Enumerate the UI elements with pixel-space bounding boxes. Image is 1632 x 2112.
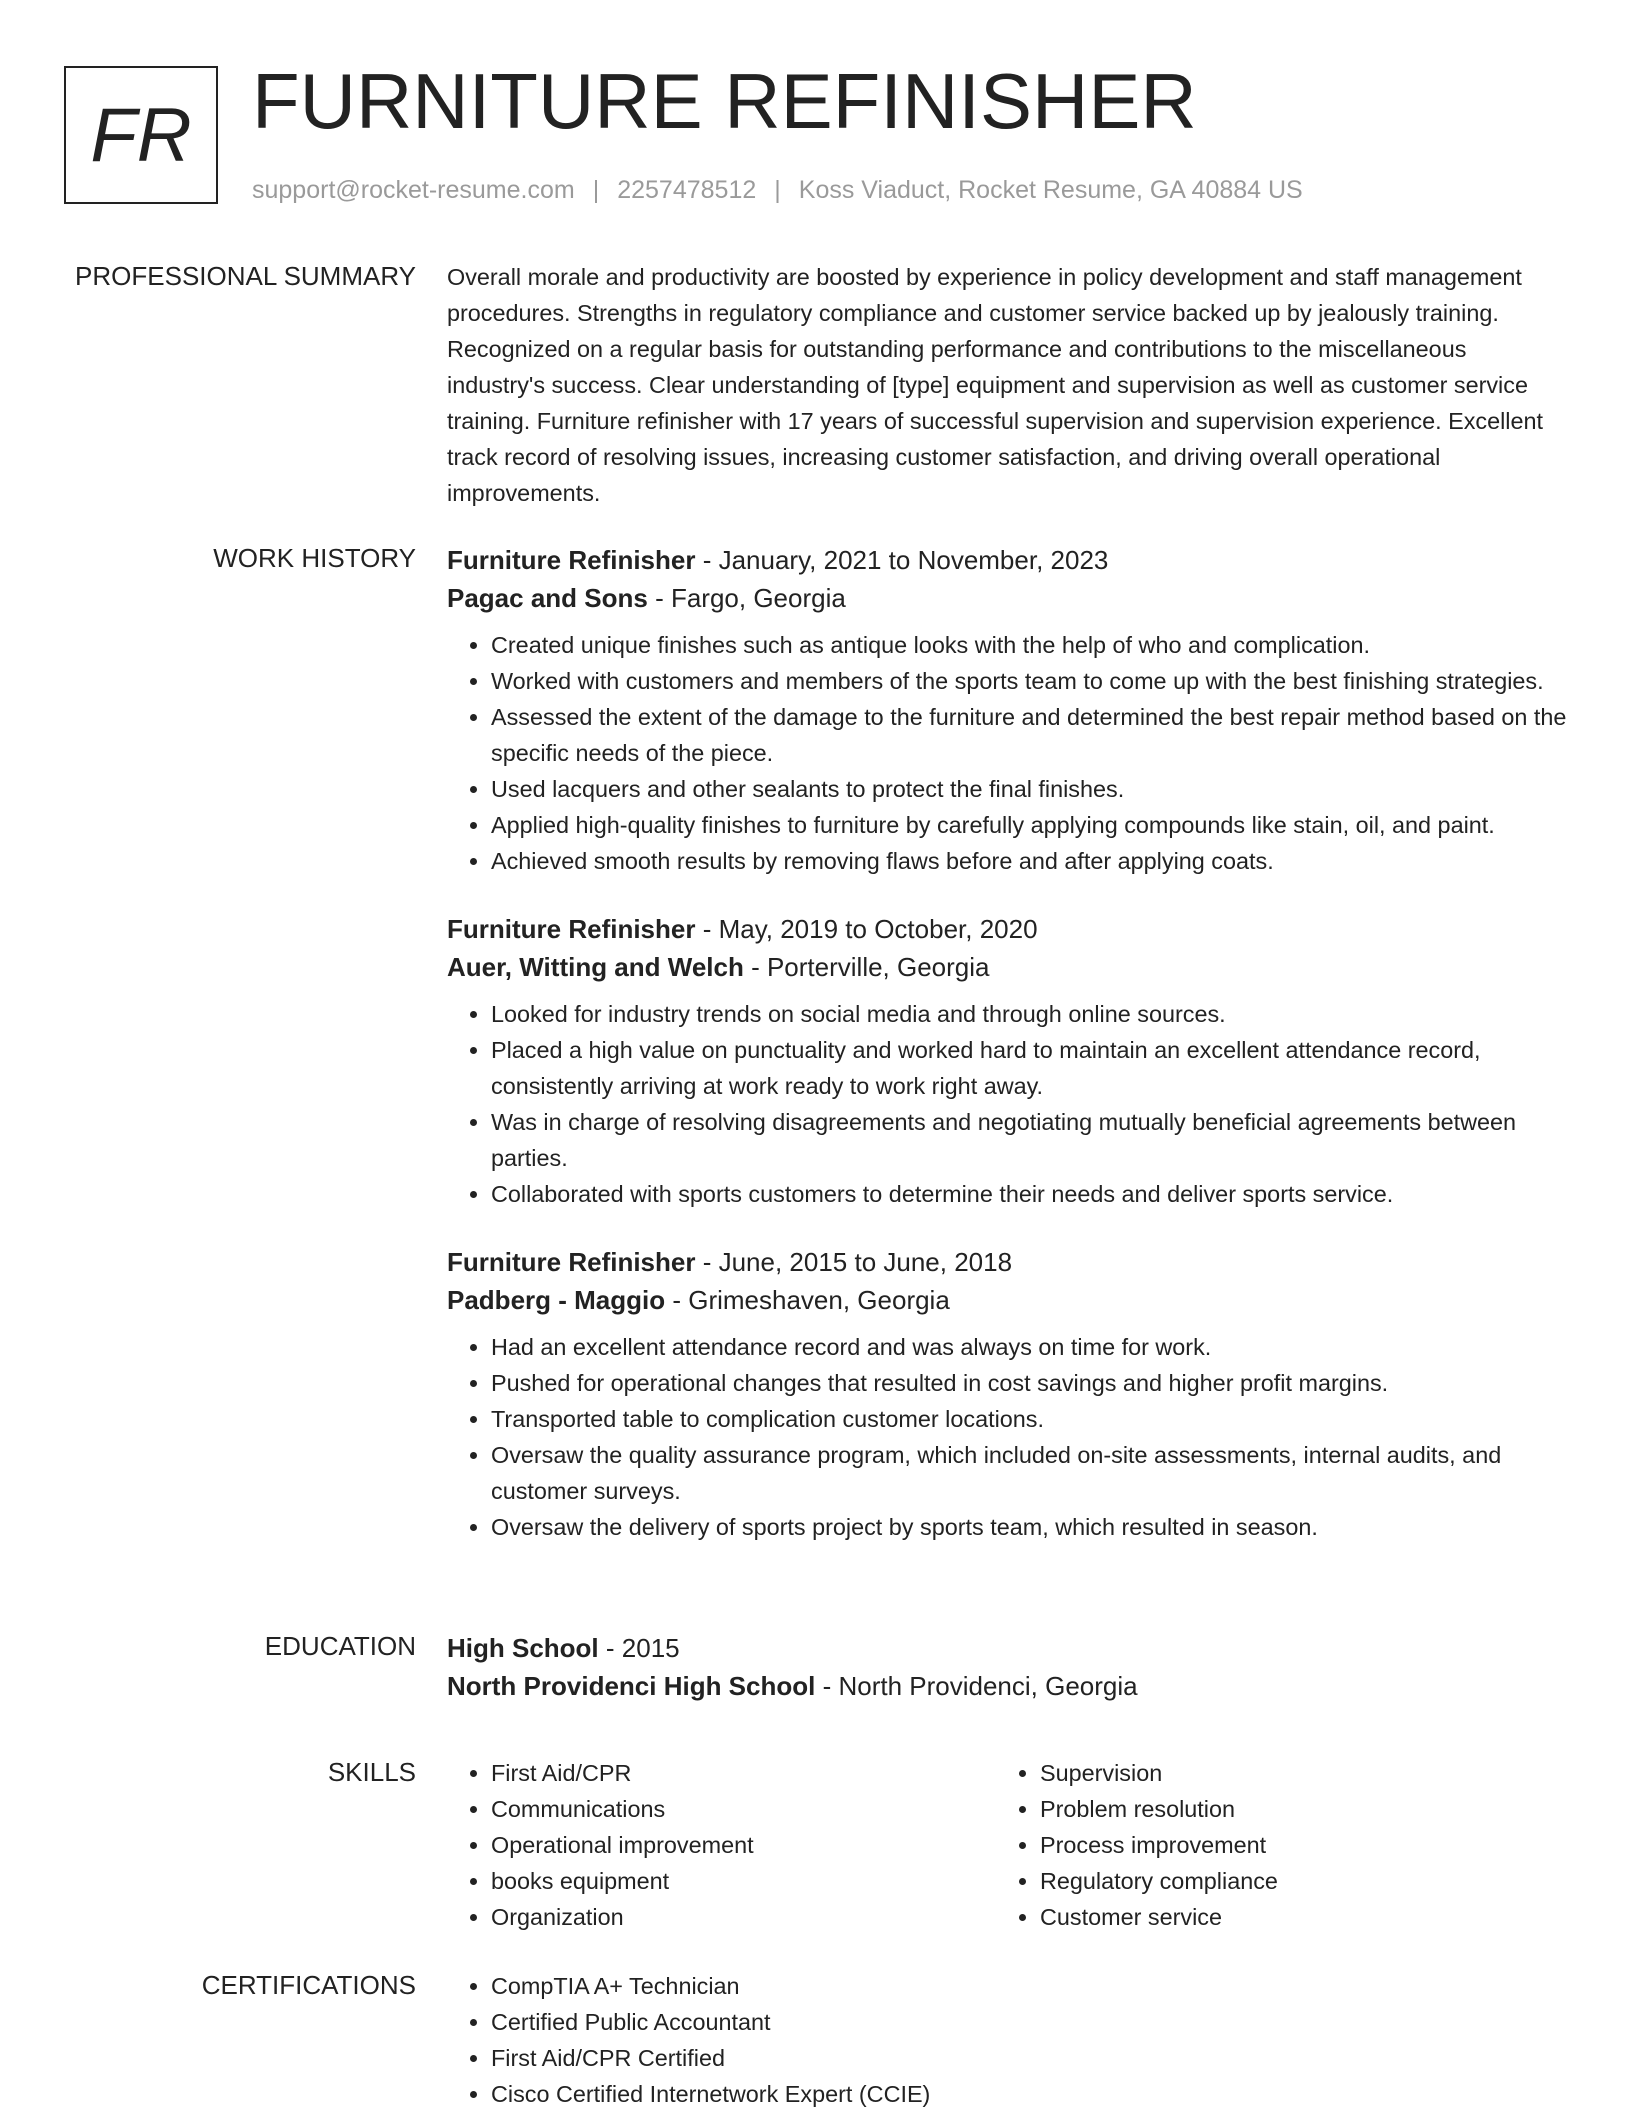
job-title-line [447, 1243, 1567, 1281]
section-title-certifications: CERTIFICATIONS [201, 1970, 416, 2000]
job-dates: - January, 2021 to November, 2023 [695, 545, 1109, 575]
contact-email[interactable]: support@rocket-resume.com [252, 176, 575, 204]
contact-line [252, 174, 1303, 206]
job-company: Auer, Witting and Welch [447, 952, 744, 982]
job-entry [447, 541, 1567, 879]
skill-item: • Operational improvement [491, 1827, 996, 1863]
certifications-list [447, 1968, 1567, 2112]
job-company-line [447, 579, 1567, 617]
job-bullet: • Pushed for operational changes that resulted in cost savings and higher profit margins. [491, 1365, 1567, 1401]
education-school-line [447, 1667, 1567, 1705]
skill-item: • Customer service [1040, 1899, 1545, 1935]
job-title-line [447, 910, 1567, 948]
job-location: - Porterville, Georgia [743, 952, 990, 982]
candidate-name: FURNITURE REFINISHER [252, 57, 1197, 145]
job-bullets [447, 627, 1567, 879]
job-bullet: • Achieved smooth results by removing flaws before and after applying coats. [491, 843, 1567, 879]
skill-item: • First Aid/CPR [491, 1755, 996, 1791]
job-entry [447, 910, 1567, 1212]
skill-item: • Supervision [1040, 1755, 1545, 1791]
certification-item: • First Aid/CPR Certified [491, 2040, 1567, 2076]
job-bullets [447, 1329, 1567, 1545]
skills-list-right [996, 1755, 1545, 1935]
job-role: Furniture Refinisher [447, 545, 696, 575]
job-bullet: • Looked for industry trends on social media and through online sources. [491, 996, 1567, 1032]
certification-item: • Cisco Certified Internetwork Expert (CCIE) [491, 2076, 1567, 2112]
job-bullet: • Was in charge of resolving disagreements and negotiating mutually beneficial agreements between parties. [491, 1104, 1567, 1176]
certification-item: • Certified Public Accountant [491, 2004, 1567, 2040]
section-title-work-history: WORK HISTORY [213, 543, 416, 573]
job-dates: - June, 2015 to June, 2018 [695, 1247, 1013, 1277]
education-school: North Providenci High School [447, 1671, 816, 1701]
job-company: Padberg - Maggio [447, 1285, 666, 1315]
job-role: Furniture Refinisher [447, 1247, 696, 1277]
job-company: Pagac and Sons [447, 583, 648, 613]
skill-item: • Regulatory compliance [1040, 1863, 1545, 1899]
summary-text: Overall morale and productivity are boosted by experience in policy development and staff management procedures. Strengths in regulatory compliance and customer service backed up by jealously training. Recognized on a regular basis for outstanding performance and contributions to the miscellaneous industry's success. Clear understanding of [type] equipment and supervision as well as customer service training. Furniture refinisher with 17 years of successful supervision and supervision experience. Excellent track record of resolving issues, increasing customer satisfaction, and driving overall operational improvements. [447, 264, 1544, 506]
skill-item: • Communications [491, 1791, 996, 1827]
job-location: - Grimeshaven, Georgia [665, 1285, 950, 1315]
job-bullet: • Oversaw the delivery of sports project by sports team, which resulted in season. [491, 1509, 1567, 1545]
job-bullet: • Assessed the extent of the damage to the furniture and determined the best repair method based on the specific needs of the piece. [491, 699, 1567, 771]
job-title-line [447, 541, 1567, 579]
education-degree: High School [447, 1633, 599, 1663]
job-company-line [447, 1281, 1567, 1319]
job-bullet: • Worked with customers and members of the sports team to come up with the best finishing strategies. [491, 663, 1567, 699]
job-bullet: • Placed a high value on punctuality and worked hard to maintain an excellent attendance record, consistently arriving at work ready to work right away. [491, 1032, 1567, 1104]
job-bullet: • Used lacquers and other sealants to protect the final finishes. [491, 771, 1567, 807]
contact-address: Koss Viaduct, Rocket Resume, GA 40884 US [798, 176, 1303, 204]
job-bullets [447, 996, 1567, 1212]
skill-item: • Process improvement [1040, 1827, 1545, 1863]
contact-separator: | [592, 176, 600, 204]
job-bullet: • Collaborated with sports customers to determine their needs and deliver sports service. [491, 1176, 1567, 1212]
job-role: Furniture Refinisher [447, 914, 696, 944]
job-location: - Fargo, Georgia [647, 583, 846, 613]
contact-separator: | [774, 176, 781, 204]
job-company-line [447, 948, 1567, 986]
job-bullet: • Transported table to complication customer locations. [491, 1401, 1567, 1437]
section-title-education: EDUCATION [264, 1631, 416, 1661]
section-title-skills: SKILLS [327, 1757, 416, 1787]
monogram-badge: FR [64, 66, 218, 204]
skills-list-left [447, 1755, 996, 1935]
skill-item: • Organization [491, 1899, 996, 1935]
job-entry [447, 1243, 1567, 1545]
job-bullet: • Applied high-quality finishes to furniture by carefully applying compounds like stain, oil, and paint. [491, 807, 1567, 843]
job-bullet: • Created unique finishes such as antique looks with the help of who and complication. [491, 627, 1567, 663]
education-year: - 2015 [598, 1633, 680, 1663]
skill-item: • Problem resolution [1040, 1791, 1545, 1827]
skill-item: • books equipment [491, 1863, 996, 1899]
certification-item: • CompTIA A+ Technician [491, 1968, 1567, 2004]
section-title-summary: PROFESSIONAL SUMMARY [75, 261, 416, 291]
job-bullet: • Had an excellent attendance record and was always on time for work. [491, 1329, 1567, 1365]
job-dates: - May, 2019 to October, 2020 [695, 914, 1038, 944]
education-location: - North Providenci, Georgia [815, 1671, 1138, 1701]
education-degree-line [447, 1629, 1567, 1667]
contact-phone[interactable]: 2257478512 [617, 176, 757, 204]
job-bullet: • Oversaw the quality assurance program, which included on-site assessments, internal audits, and customer surveys. [491, 1437, 1567, 1509]
